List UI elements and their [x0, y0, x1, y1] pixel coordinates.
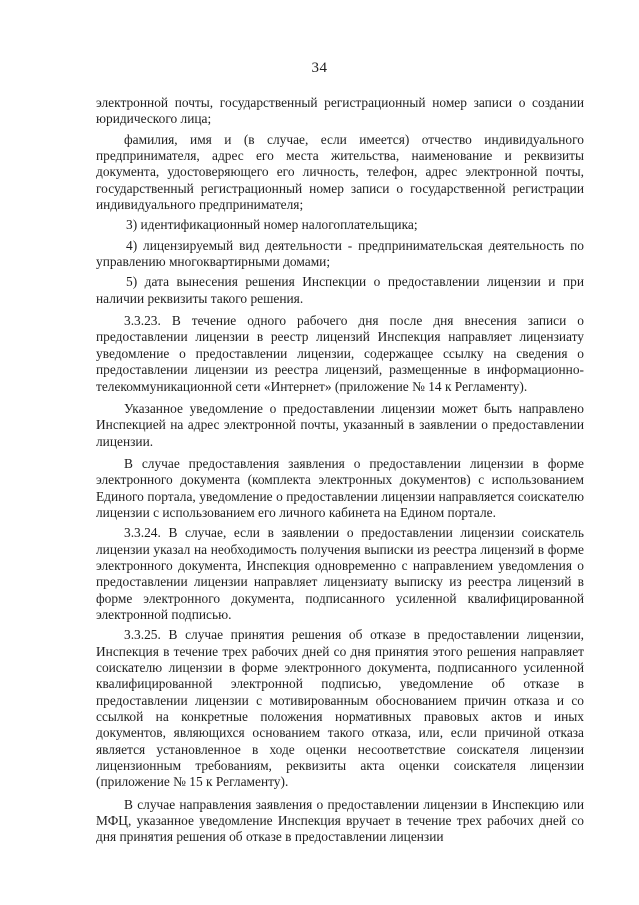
list-item: 4) лицензируемый вид деятельности - предпринимательская деятельность по управлению многоквартирными домами; [96, 237, 584, 270]
list-item: 3) идентификационный номер налогоплательщика; [126, 217, 418, 233]
paragraph: 3.3.25. В случае принятия решения об отказе в предоставлении лицензии, Инспекция в течение трех рабочих дней со дня принятия этого решения направляет соискателю лицензии в форме электронного документа, подписанного усиленной квалифицированной электронной подписью, уведомление об отказе в предоставлении лицензии с мотивированным обоснованием причин отказа и со ссылкой на конкретные положения нормативных правовых актов и иных документов, являющихся основанием такого отказа, или, если причиной отказа является установленное в ходе оценки несоответствие соискателя лицензии лицензионным требованиям, реквизиты акта оценки соискателя лицензии (приложение № 15 к Регламенту). [96, 627, 584, 790]
paragraph: фамилия, имя и (в случае, если имеется) отчество индивидуального предпринимателя, адрес его места жительства, наименование и реквизиты документа, удостоверяющего его личность, телефон, адрес электронной почты, государственный регистрационный номер записи о государственной регистрации индивидуального предпринимателя; [96, 131, 584, 213]
paragraph: В случае предоставления заявления о предоставлении лицензии в форме электронного документа (комплекта электронных документов) с использованием Единого портала, уведомление о предоставлении лицензии направляется соискателю лицензии с использованием его личного кабинета на Едином портале. [96, 455, 584, 520]
document-body [96, 95, 584, 850]
paragraph: 3.3.24. В случае, если в заявлении о предоставлении лицензии соискатель лицензии указал на необходимость получения выписки из реестра лицензий в форме электронного документа, Инспекция одновременно с направлением уведомления о предоставлении лицензии направляет лицензиату выписку из реестра лицензий в форме электронного документа, подписанного усиленной квалифицированной электронной подписью. [96, 525, 584, 622]
paragraph: электронной почты, государственный регистрационный номер записи о создании юридического лица; [96, 95, 584, 127]
paragraph: 3.3.23. В течение одного рабочего дня после дня внесения записи о предоставлении лицензии в реестр лицензий Инспекция направляет лицензиату уведомление о предоставлении лицензии, содержащее ссылку на сведения о предоставлении лицензии из реестра лицензий, размещенные в информационно-телекоммуникационной сети «Интернет» (приложение № 14 к Регламенту). [96, 313, 584, 394]
page-number: 34 [311, 60, 328, 76]
list-item: 5) дата вынесения решения Инспекции о предоставлении лицензии и при наличии реквизиты такого решения. [96, 274, 584, 306]
paragraph: В случае направления заявления о предоставлении лицензии в Инспекцию или МФЦ, указанное уведомление Инспекция вручает в течение трех рабочих дней со дня принятия решения об отказе в предоставлении лицензии [96, 796, 584, 845]
paragraph: Указанное уведомление о предоставлении лицензии может быть направлено Инспекцией на адрес электронной почты, указанный в заявлении о предоставлении лицензии. [96, 400, 584, 449]
